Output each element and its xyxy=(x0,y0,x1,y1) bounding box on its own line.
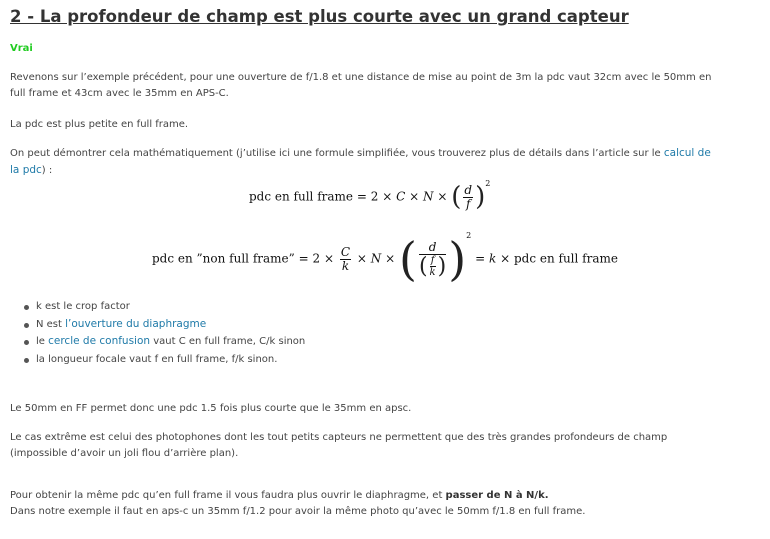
eq2-times-1: × xyxy=(323,251,335,266)
eq2-c-over-k xyxy=(340,246,351,273)
eq2-lhs: pdc en ”non full frame” xyxy=(152,251,295,266)
eq2-d: d xyxy=(428,239,437,254)
eq2-inner-right-paren: ) xyxy=(437,253,447,279)
eq2-times-3: × xyxy=(385,251,396,266)
eq2-inner-left-paren: ( xyxy=(418,253,428,279)
eq2-outer-fraction xyxy=(419,241,446,278)
eq2-n: N xyxy=(370,251,382,266)
calcul-pdc-link[interactable]: calcul de la pdc xyxy=(10,147,711,176)
list-item xyxy=(24,316,305,334)
eq1-times-1: × xyxy=(382,189,393,204)
eq2-rhs-text: pdc en full frame xyxy=(513,251,618,266)
paragraph-conclusion: La pdc est plus petite en full frame. xyxy=(10,119,189,130)
eq1-d: d xyxy=(464,182,473,197)
cercle-confusion-link[interactable]: cercle de confusion xyxy=(48,335,151,347)
equation-non-full-frame xyxy=(152,232,618,286)
eq1-times-2: × xyxy=(409,189,420,204)
eq2-c: C xyxy=(340,244,351,259)
formula-intro-text: On peut démontrer cela mathématiquement (j’utilise ici une formule simplifiée, vous trouverez plus de détails dans l’article sur le xyxy=(10,148,664,159)
verdict-label: Vrai xyxy=(10,43,33,54)
bullet-focal: la longueur focale vaut f en full frame, f/k sinon. xyxy=(36,353,278,365)
ouverture-diaphragme-link[interactable]: l’ouverture du diaphragme xyxy=(65,317,207,330)
eq2-k-2: k xyxy=(429,266,436,278)
list-item xyxy=(24,351,305,369)
eq1-right-paren: ) xyxy=(475,182,486,212)
paragraph-example: Revenons sur l’exemple précédent, pour une ouverture de f/1.8 et une distance de mise au point de 3m la pdc vaut 32cm avec le 50mm en full frame et 43cm avec le 35mm en APS-C. xyxy=(10,72,712,99)
eq2-k-1: k xyxy=(341,258,350,273)
eq2-f-over-k xyxy=(430,255,436,278)
bullet-n-prefix: N est xyxy=(36,318,66,330)
eq1-f: f xyxy=(465,196,471,211)
eq2-f: f xyxy=(430,254,435,266)
eq1-two: 2 xyxy=(370,189,379,204)
paragraph-aperture xyxy=(10,488,722,520)
aperture-text: Pour obtenir la même pdc qu’en full frame il vous faudra plus ouvrir le diaphragme, et xyxy=(10,490,446,501)
eq1-times-3: × xyxy=(437,189,448,204)
aperture-bold: passer de N à N/k. xyxy=(445,490,549,501)
eq1-c: C xyxy=(396,189,406,204)
bullet-c-prefix: le xyxy=(36,336,49,347)
bullet-c-suffix: vaut C en full frame, C/k sinon xyxy=(150,336,306,347)
eq1-equals: = xyxy=(356,189,367,204)
eq1-left-paren: ( xyxy=(451,182,462,212)
eq1-lhs: pdc en full frame xyxy=(249,189,354,204)
eq1-fraction xyxy=(463,184,473,211)
eq2-left-paren: ( xyxy=(398,232,417,286)
eq2-equals: = xyxy=(298,251,309,266)
list-item xyxy=(24,298,305,316)
eq2-two: 2 xyxy=(312,251,321,266)
eq2-power: 2 xyxy=(466,230,472,240)
bullet-crop-factor: k est le crop factor xyxy=(36,301,130,312)
paragraph-ff-result: Le 50mm en FF permet donc une pdc 1.5 fois plus courte que le 35mm en apsc. xyxy=(10,403,412,414)
eq2-times-2: × xyxy=(356,251,367,266)
paragraph-photophones: Le cas extrême est celui des photophones dont les tout petits capteurs ne permettent que des très grandes profondeurs de champ (impossible d’avoir un joli flou d’arrière plan). xyxy=(10,432,668,459)
formula-intro-end: ) : xyxy=(41,165,53,176)
paragraph-formula-intro xyxy=(10,145,722,179)
eq2-times-4: × xyxy=(500,251,511,266)
definitions-list xyxy=(24,298,305,368)
eq1-power: 2 xyxy=(485,178,491,188)
list-item xyxy=(24,333,305,351)
eq2-equals-2: = xyxy=(475,251,486,266)
eq1-n: N xyxy=(423,189,434,204)
section-title: 2 - La profondeur de champ est plus courte avec un grand capteur xyxy=(10,7,629,26)
aperture-example: Dans notre exemple il faut en aps-c un 35mm f/1.2 pour avoir la même photo qu’avec le 50mm f/1.8 en full frame. xyxy=(10,506,586,517)
eq2-right-paren: ) xyxy=(448,232,467,286)
eq2-rhs-k: k xyxy=(488,251,497,266)
equation-full-frame xyxy=(249,178,491,212)
